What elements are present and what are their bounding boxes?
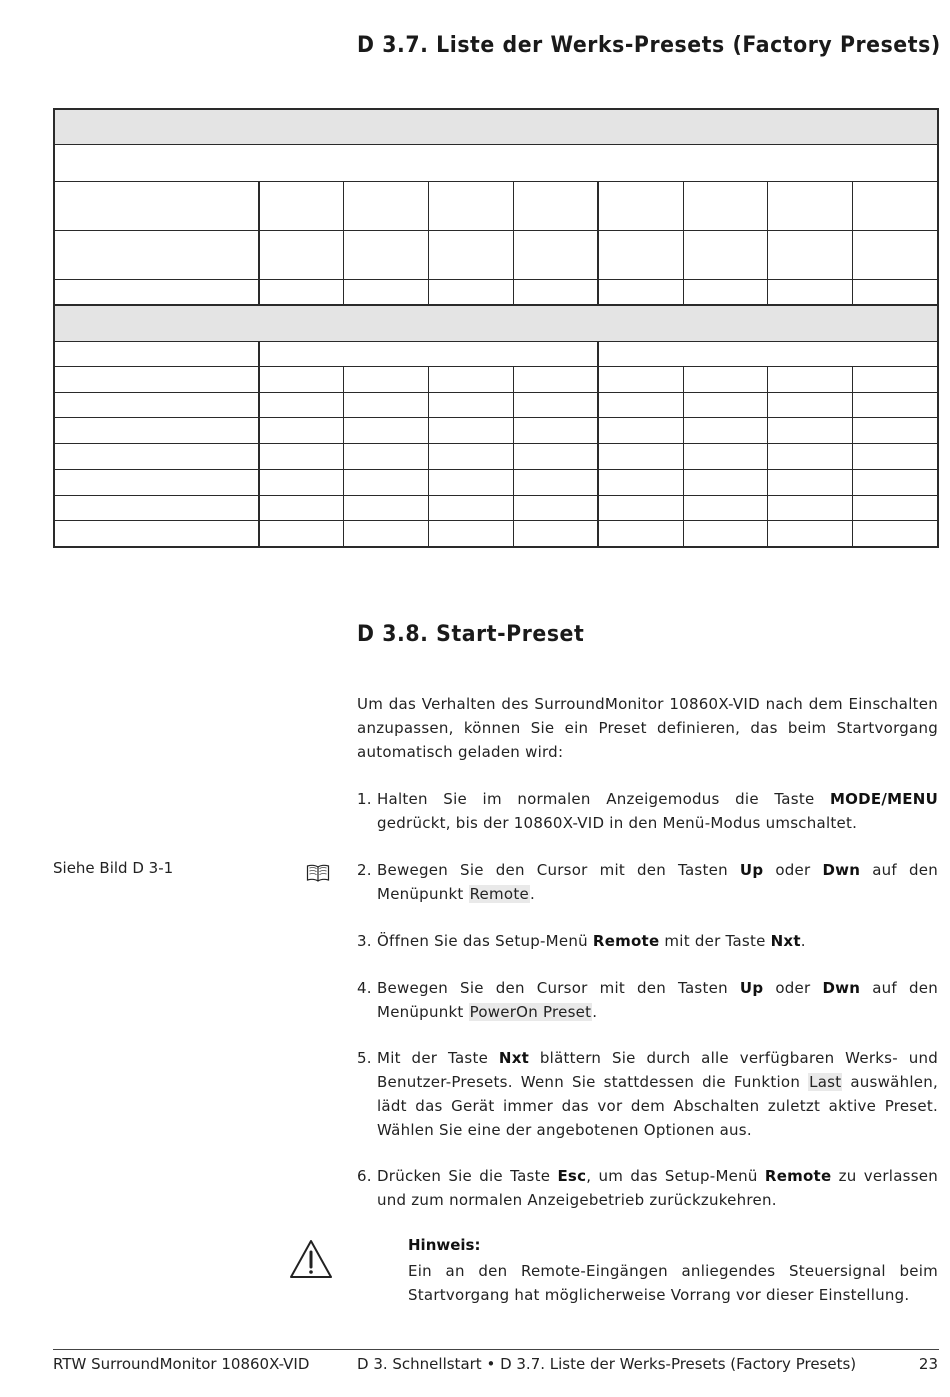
- step-text: zu verlassen und zum normalen Anzeigebetrieb zurückzukehren.: [377, 1167, 939, 1209]
- book-icon: [306, 864, 330, 882]
- step-text: .: [800, 932, 806, 950]
- factory-presets-table: [53, 108, 939, 548]
- option-last: Last: [809, 1073, 842, 1091]
- page-number: 23: [918, 1355, 938, 1373]
- figure-reference: Siehe Bild D 3-1: [53, 859, 174, 877]
- step-text: oder: [763, 979, 823, 997]
- step-number: 5.: [357, 1049, 372, 1067]
- step-3: [357, 929, 938, 953]
- key-dwn: Dwn: [822, 861, 861, 879]
- intro-paragraph: Um das Verhalten des SurroundMonitor 10860X-VID nach dem Einschalten anzupassen, können Sie ein Preset definieren, das beim Startvorgang automatisch geladen wird:: [357, 695, 938, 761]
- step-text: Halten Sie im normalen Anzeigemodus die Taste: [377, 790, 830, 808]
- key-up: Up: [739, 861, 764, 879]
- key-esc: Esc: [557, 1167, 587, 1185]
- step-number: 4.: [357, 979, 372, 997]
- step-text: .: [592, 1003, 598, 1021]
- step-text: auf den Menüpunkt: [377, 861, 938, 903]
- footer-product: RTW SurroundMonitor 10860X-VID: [53, 1355, 310, 1373]
- step-text: gedrückt, bis der 10860X-VID in den Menü-Modus umschaltet.: [377, 814, 858, 832]
- menu-remote: Remote: [764, 1167, 832, 1185]
- step-5: [357, 1046, 938, 1142]
- step-text: , um das Setup-Menü: [586, 1167, 765, 1185]
- step-number: 3.: [357, 932, 372, 950]
- key-dwn: Dwn: [822, 979, 861, 997]
- section-heading-start-preset: D 3.8. Start-Preset: [357, 622, 585, 647]
- note-title: Hinweis:: [408, 1236, 481, 1254]
- step-text: .: [529, 885, 535, 903]
- key-nxt: Nxt: [770, 932, 801, 950]
- step-text: Drücken Sie die Taste: [377, 1167, 558, 1185]
- note-text: Ein an den Remote-Eingängen anliegendes Steuersignal beim Startvorgang hat möglicherweise Vorrang vor dieser Einstellung.: [408, 1262, 938, 1304]
- footer-rule: [53, 1349, 939, 1350]
- key-mode-menu: MODE/MENU: [829, 790, 938, 808]
- key-nxt: Nxt: [498, 1049, 530, 1067]
- key-up: Up: [739, 979, 764, 997]
- footer-chapter: D 3. Schnellstart • D 3.7. Liste der Werks-Presets (Factory Presets): [357, 1355, 857, 1373]
- step-text: Bewegen Sie den Cursor mit den Tasten: [377, 861, 740, 879]
- step-text: auf den Menüpunkt: [377, 979, 938, 1021]
- menu-item-remote: Remote: [469, 885, 529, 903]
- step-number: 2.: [357, 861, 372, 879]
- step-text: auswählen, lädt das Gerät immer das vor dem Abschalten zuletzt aktive Preset. Wählen Sie eine der angebotenen Optionen aus.: [377, 1073, 939, 1139]
- section-heading-factory-presets: D 3.7. Liste der Werks-Presets (Factory Presets): [357, 33, 941, 58]
- step-text: oder: [763, 861, 823, 879]
- step-text: Öffnen Sie das Setup-Menü: [377, 932, 593, 950]
- step-text: Mit der Taste: [377, 1049, 499, 1067]
- menu-remote: Remote: [592, 932, 660, 950]
- step-number: 1.: [357, 790, 372, 808]
- menu-item-poweron-preset: PowerOn Preset: [469, 1003, 592, 1021]
- step-6: [357, 1164, 938, 1212]
- step-number: 6.: [357, 1167, 372, 1185]
- step-4: [357, 976, 938, 1024]
- step-text: blättern Sie durch alle verfügbaren Werks- und Benutzer-Presets. Wenn Sie stattdessen die Funktion: [377, 1049, 938, 1091]
- step-text: Bewegen Sie den Cursor mit den Tasten: [377, 979, 740, 997]
- step-text: mit der Taste: [659, 932, 771, 950]
- warning-icon: [288, 1238, 334, 1280]
- step-1: [357, 787, 938, 835]
- step-2: [357, 858, 938, 906]
